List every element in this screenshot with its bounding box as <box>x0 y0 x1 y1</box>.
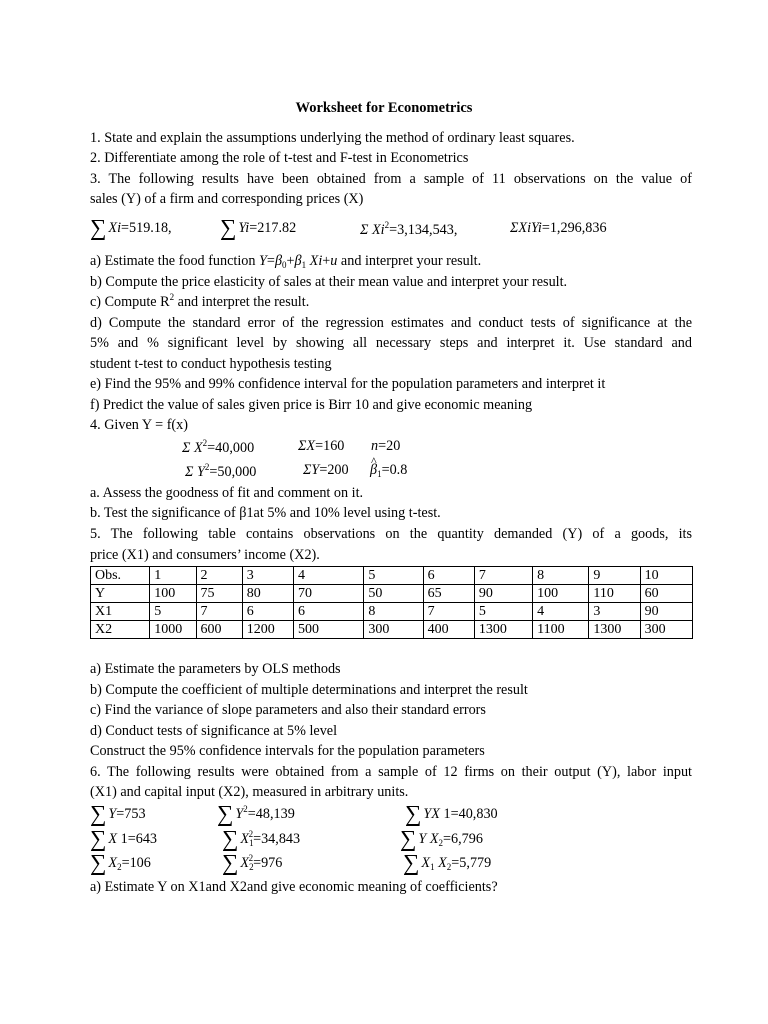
question-3-d-line-3: student t-test to conduct hypothesis testing <box>90 356 332 372</box>
question-3-a: a) Estimate the food function $Y=\beta_0+\beta_1$ Xi+u and interpret your result. <box>90 253 482 270</box>
table-cell: 600 <box>196 621 242 639</box>
table-cell: 6 <box>242 603 293 621</box>
table-cell: 5 <box>364 567 423 585</box>
q4-sum-x2: Σ $X^2=40,000$ <box>182 438 255 456</box>
question-5-line-2: price (X1) and consumers’ income (X2). <box>90 547 320 563</box>
table-row-label: Y <box>91 585 150 603</box>
table-cell: 100 <box>533 585 589 603</box>
table-cell: 9 <box>589 567 640 585</box>
table-cell: 300 <box>364 621 423 639</box>
table-cell: 1 <box>150 567 196 585</box>
question-5-c: c) Find the variance of slope parameters and also their standard errors <box>90 702 486 718</box>
q4-n-value: =20 <box>378 438 401 454</box>
question-3-d-line-1: d) Compute the standard error of the regression estimates and conduct tests of significance at the <box>90 315 692 331</box>
q4-sum-y-value: =200 <box>319 462 349 478</box>
table-cell: 110 <box>589 585 640 603</box>
q6-sum-x2-squared: ∑ $X_2^2=976$ <box>222 850 283 875</box>
table-cell: 65 <box>423 585 474 603</box>
question-6-line-1: 6. The following results were obtained from a sample of 12 firms on their output (Y), labor input <box>90 764 692 780</box>
table-cell: 400 <box>423 621 474 639</box>
question-5-a: a) Estimate the parameters by OLS methods <box>90 661 341 677</box>
table-cell: 2 <box>196 567 242 585</box>
table-cell: 1000 <box>150 621 196 639</box>
table-cell: 5 <box>150 603 196 621</box>
table-row <box>91 585 693 603</box>
table-cell: 7 <box>474 567 532 585</box>
table-cell: 4 <box>293 567 363 585</box>
q3-sum-xi-value: =519.18, <box>121 220 172 236</box>
q6-sum-x1-value: =643 <box>127 831 158 847</box>
table-header-row <box>91 567 693 585</box>
table-cell: 8 <box>364 603 423 621</box>
q4-sum-y2: Σ $Y^2=50,000$ <box>185 462 257 480</box>
table-row <box>91 603 693 621</box>
q4-beta-1-value: =0.8 <box>381 462 408 478</box>
question-3-d-line-2: 5% and % significant level by showing all necessary steps and interpret it. Use standard and <box>90 335 692 351</box>
q6-sum-yx2: ∑ Y $X_2=6,796$ <box>400 826 483 851</box>
table-cell: 70 <box>293 585 363 603</box>
question-4-b: b. Test the significance of β1at 5% and 10% level using t-test. <box>90 505 441 521</box>
question-3-line-1: 3. The following results have been obtained from a sample of 11 observations on the value of <box>90 171 692 187</box>
q3-c-text-end: and interpret the result. <box>174 294 310 310</box>
observations-table <box>90 566 693 639</box>
table-cell: 6 <box>293 603 363 621</box>
table-cell: 5 <box>474 603 532 621</box>
q4-sum-x: ΣX=160 <box>298 438 345 454</box>
q6-sum-x2: ∑ $X_2=106$ <box>90 850 151 875</box>
table-cell: 1100 <box>533 621 589 639</box>
question-4: 4. Given Y = f(x) <box>90 417 188 433</box>
table-cell: 80 <box>242 585 293 603</box>
table-cell: 3 <box>589 603 640 621</box>
q6-sum-y-value: =753 <box>116 806 146 822</box>
q4-sum-x2-value: =40,000 <box>207 440 255 456</box>
question-4-a: a. Assess the goodness of fit and comment on it. <box>90 485 364 501</box>
q3-sum-xi2: Σ $Xi^2=3,134,543$, <box>360 220 458 238</box>
q4-sum-y: ΣY=200 <box>303 462 349 478</box>
table-cell: 100 <box>150 585 196 603</box>
q3-sum-xi2-value: =3,134,543, <box>389 222 458 238</box>
question-5-d: d) Conduct tests of significance at 5% level <box>90 723 338 739</box>
table-cell: 7 <box>196 603 242 621</box>
table-cell: 60 <box>640 585 692 603</box>
q6-sum-y2-value: =48,139 <box>247 806 295 822</box>
question-5-b: b) Compute the coefficient of multiple determinations and interpret the result <box>90 682 528 698</box>
question-3-f: f) Predict the value of sales given price is Birr 10 and give economic meaning <box>90 397 533 413</box>
table-cell: 1200 <box>242 621 293 639</box>
table-cell: 3 <box>242 567 293 585</box>
table-cell: 500 <box>293 621 363 639</box>
q3-a-text: a) Estimate the food function <box>90 253 260 269</box>
q3-sum-xiyi-value: =1,296,836 <box>541 220 607 236</box>
question-6-a: a) Estimate Y on X1and X2and give economic meaning of coefficients? <box>90 879 498 895</box>
question-3-line-2: sales (Y) of a firm and corresponding prices (X) <box>90 191 364 207</box>
q6-sum-y: ∑ Y=753 <box>90 801 146 826</box>
q4-beta-1: ^ $\beta_1=0.8$ <box>370 460 407 480</box>
table-cell: 6 <box>423 567 474 585</box>
table-cell: 75 <box>196 585 242 603</box>
table-cell: 50 <box>364 585 423 603</box>
table-cell: 8 <box>533 567 589 585</box>
question-5-line-1: 5. The following table contains observations on the quantity demanded (Y) of a goods, its <box>90 526 692 542</box>
question-3-c: c) Compute $R^2$ and interpret the result. <box>90 292 310 310</box>
q4-n: n=20 <box>371 438 401 454</box>
q6-sum-x1x2-value: =5,779 <box>451 855 492 871</box>
q6-sum-yx2-value: =6,796 <box>443 831 483 847</box>
q3-c-text: c) Compute R <box>90 294 170 310</box>
question-2: 2. Differentiate among the role of t-test and F-test in Econometrics <box>90 150 469 166</box>
table-cell: 10 <box>640 567 692 585</box>
q3-sum-yi: ∑ Yi=217.82 <box>220 215 297 240</box>
table-cell: 300 <box>640 621 692 639</box>
q6-sum-x1x2: ∑ $X_1$ $X_2=5,779$ <box>403 850 492 875</box>
q6-sum-x2-value: =106 <box>121 855 151 871</box>
table-row <box>91 621 693 639</box>
q6-sum-y2: ∑ $Y^2=48,139$ <box>217 801 295 826</box>
table-cell: 1300 <box>589 621 640 639</box>
question-5-e: Construct the 95% confidence intervals for the population parameters <box>90 743 485 759</box>
table-cell: 1300 <box>474 621 532 639</box>
table-row-label: X2 <box>91 621 150 639</box>
table-cell: 90 <box>474 585 532 603</box>
q3-sum-xi: ∑ Xi=519.18, <box>90 215 172 240</box>
q3-a-text-end: and interpret your result. <box>337 253 482 269</box>
q3-sum-yi-value: =217.82 <box>249 220 297 236</box>
q3-sum-xiyi: ΣXiYi=1,296,836 <box>510 220 607 236</box>
q4-sum-x-value: =160 <box>315 438 345 454</box>
q6-sum-x1-squared: ∑ $X_1^2=34,843$ <box>222 826 301 851</box>
table-cell: 4 <box>533 603 589 621</box>
q4-sum-y2-value: =50,000 <box>209 464 257 480</box>
q6-sum-yx1: ∑ YX 1=40,830 <box>405 801 498 826</box>
q6-sum-x1: ∑ X 1=643 <box>90 826 158 851</box>
question-6-line-2: (X1) and capital input (X2), measured in arbitrary units. <box>90 784 409 800</box>
question-3-e: e) Find the 95% and 99% confidence interval for the population parameters and interpret it <box>90 376 606 392</box>
question-1: 1. State and explain the assumptions underlying the method of ordinary least squares. <box>90 130 575 146</box>
table-row-label: X1 <box>91 603 150 621</box>
table-row-label: Obs. <box>91 567 150 585</box>
q6-sum-yx1-value: =40,830 <box>450 806 498 822</box>
table-cell: 90 <box>640 603 692 621</box>
q6-sum-x1-squared-value: =34,843 <box>253 831 301 847</box>
q6-sum-x2-squared-value: =976 <box>253 855 283 871</box>
page-title: Worksheet for Econometrics <box>295 100 473 116</box>
question-3-b: b) Compute the price elasticity of sales at their mean value and interpret your result. <box>90 274 568 290</box>
table-cell: 7 <box>423 603 474 621</box>
